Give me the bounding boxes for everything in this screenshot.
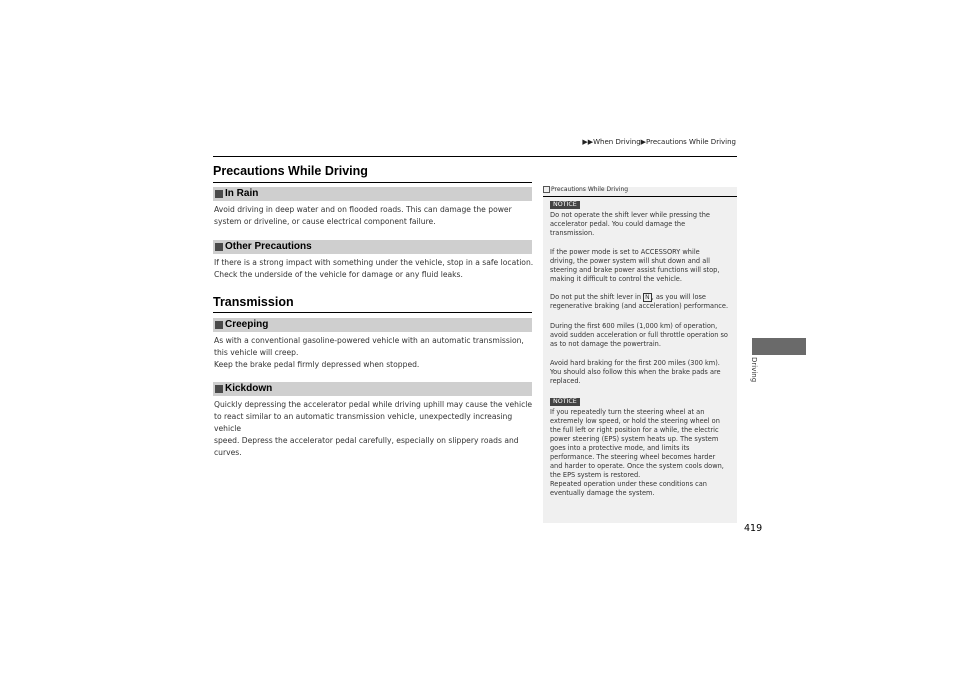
square-bullet-icon [215,385,223,393]
text-line: as to not damage the powertrain. [550,340,661,348]
text-line: steering and brake power assist functions will stop, [550,266,720,274]
text-line: curves. [214,448,242,457]
breadcrumb-part2[interactable]: Precautions While Driving [646,138,736,146]
chapter-tab[interactable] [752,338,806,355]
text-line: Keep the brake pedal firmly depressed when stopped. [214,360,420,369]
header-rule [213,156,737,157]
text-line: replaced. [550,377,581,385]
text-line: As with a conventional gasoline-powered vehicle with an automatic transmission, [214,336,524,345]
text-line: to react similar to an automatic transmission vehicle, unexpectedly increasing vehicle [214,412,513,433]
text-line: eventually damage the system. [550,489,655,497]
text-fragment: Do not put the shift lever in [550,293,644,301]
subsection-title: In Rain [225,188,259,199]
breadcrumb-part1[interactable]: When Driving [593,138,641,146]
sidebar-rule [543,196,737,197]
section-rule [213,312,532,313]
square-bullet-icon [215,190,223,198]
breadcrumb [582,138,736,146]
text-line: If the power mode is set to ACCESSORY while [550,248,700,256]
text-line: extremely low speed, or hold the steering wheel on [550,417,720,425]
subsection-title: Creeping [225,319,269,330]
sidebar-header-text: Precautions While Driving [551,186,629,193]
square-bullet-icon [215,321,223,329]
kickdown-text [214,399,534,459]
section-title-transmission: Transmission [213,295,294,309]
text-line: Repeated operation under these conditions can [550,480,707,488]
text-line: Avoid hard braking for the first 200 miles (300 km). [550,359,720,367]
subsection-title: Kickdown [225,383,273,394]
notice-badge: NOTICE [550,398,580,406]
section-rule [213,182,532,183]
in-rain-text [214,204,534,228]
sidebar-header [543,186,737,193]
text-line: avoid sudden acceleration or full throttle operation so [550,331,728,339]
text-line: power steering (EPS) system heats up. The system [550,435,719,443]
other-precautions-text [214,257,534,281]
text-line: system or driveline, or cause electrical component failure. [214,217,436,226]
text-line: the EPS system is restored. [550,471,641,479]
gear-n-icon: N [645,294,650,301]
text-line: goes into a protective mode, and limits its [550,444,690,452]
text-line: During the first 600 miles (1,000 km) of operation, [550,322,718,330]
breadcrumb-marker: ▶▶ [582,138,594,146]
square-bullet-icon [215,243,223,251]
page-number: 419 [744,523,763,534]
text-line: speed. Depress the accelerator pedal carefully, especially on slippery roads and [214,436,519,445]
subsection-bar-creeping [213,318,532,332]
text-line: regenerative braking (and acceleration) performance. [550,302,729,310]
notice-badge: NOTICE [550,201,580,209]
text-line: Avoid driving in deep water and on flooded roads. This can damage the power [214,205,512,214]
text-line: transmission. [550,229,595,237]
text-line: You should also follow this when the brake pads are [550,368,721,376]
sidebar-block-braking [550,359,732,386]
text-line: driving, the power system will shut down and all [550,257,710,265]
text-line: the full left or right position for a while, the electric [550,426,719,434]
text-line: performance. The steering wheel becomes harder [550,453,716,461]
text-line: If you repeatedly turn the steering wheel at an [550,408,705,416]
subsection-bar-in-rain [213,187,532,201]
text-line: Quickly depressing the accelerator pedal while driving uphill may cause the vehicle [214,400,533,409]
sidebar-block-shift-lever [550,211,732,238]
reference-marker-icon [543,186,550,193]
sidebar-block-eps [550,408,732,498]
section-title-precautions: Precautions While Driving [213,164,368,178]
text-line: Check the underside of the vehicle for damage or any fluid leaks. [214,270,463,279]
text-line: making it difficult to control the vehicle. [550,275,682,283]
subsection-bar-other-precautions [213,240,532,254]
subsection-title: Other Precautions [225,241,312,252]
chapter-tab-label: Driving [750,357,758,383]
text-line: and harder to operate. Once the system cools down, [550,462,724,470]
text-line: this vehicle will creep. [214,348,299,357]
text-line: accelerator pedal. You could damage the [550,220,686,228]
text-line: If there is a strong impact with something under the vehicle, stop in a safe location. [214,258,534,267]
text-fragment: , as you will lose [651,293,706,301]
subsection-bar-kickdown [213,382,532,396]
sidebar-block-power-mode [550,248,732,284]
creeping-text [214,335,534,371]
text-line [550,293,732,302]
sidebar-block-break-in [550,322,732,349]
sidebar-block-neutral [550,293,732,311]
text-line: Do not operate the shift lever while pressing the [550,211,710,219]
breadcrumb-separator: ▶ [640,138,647,146]
